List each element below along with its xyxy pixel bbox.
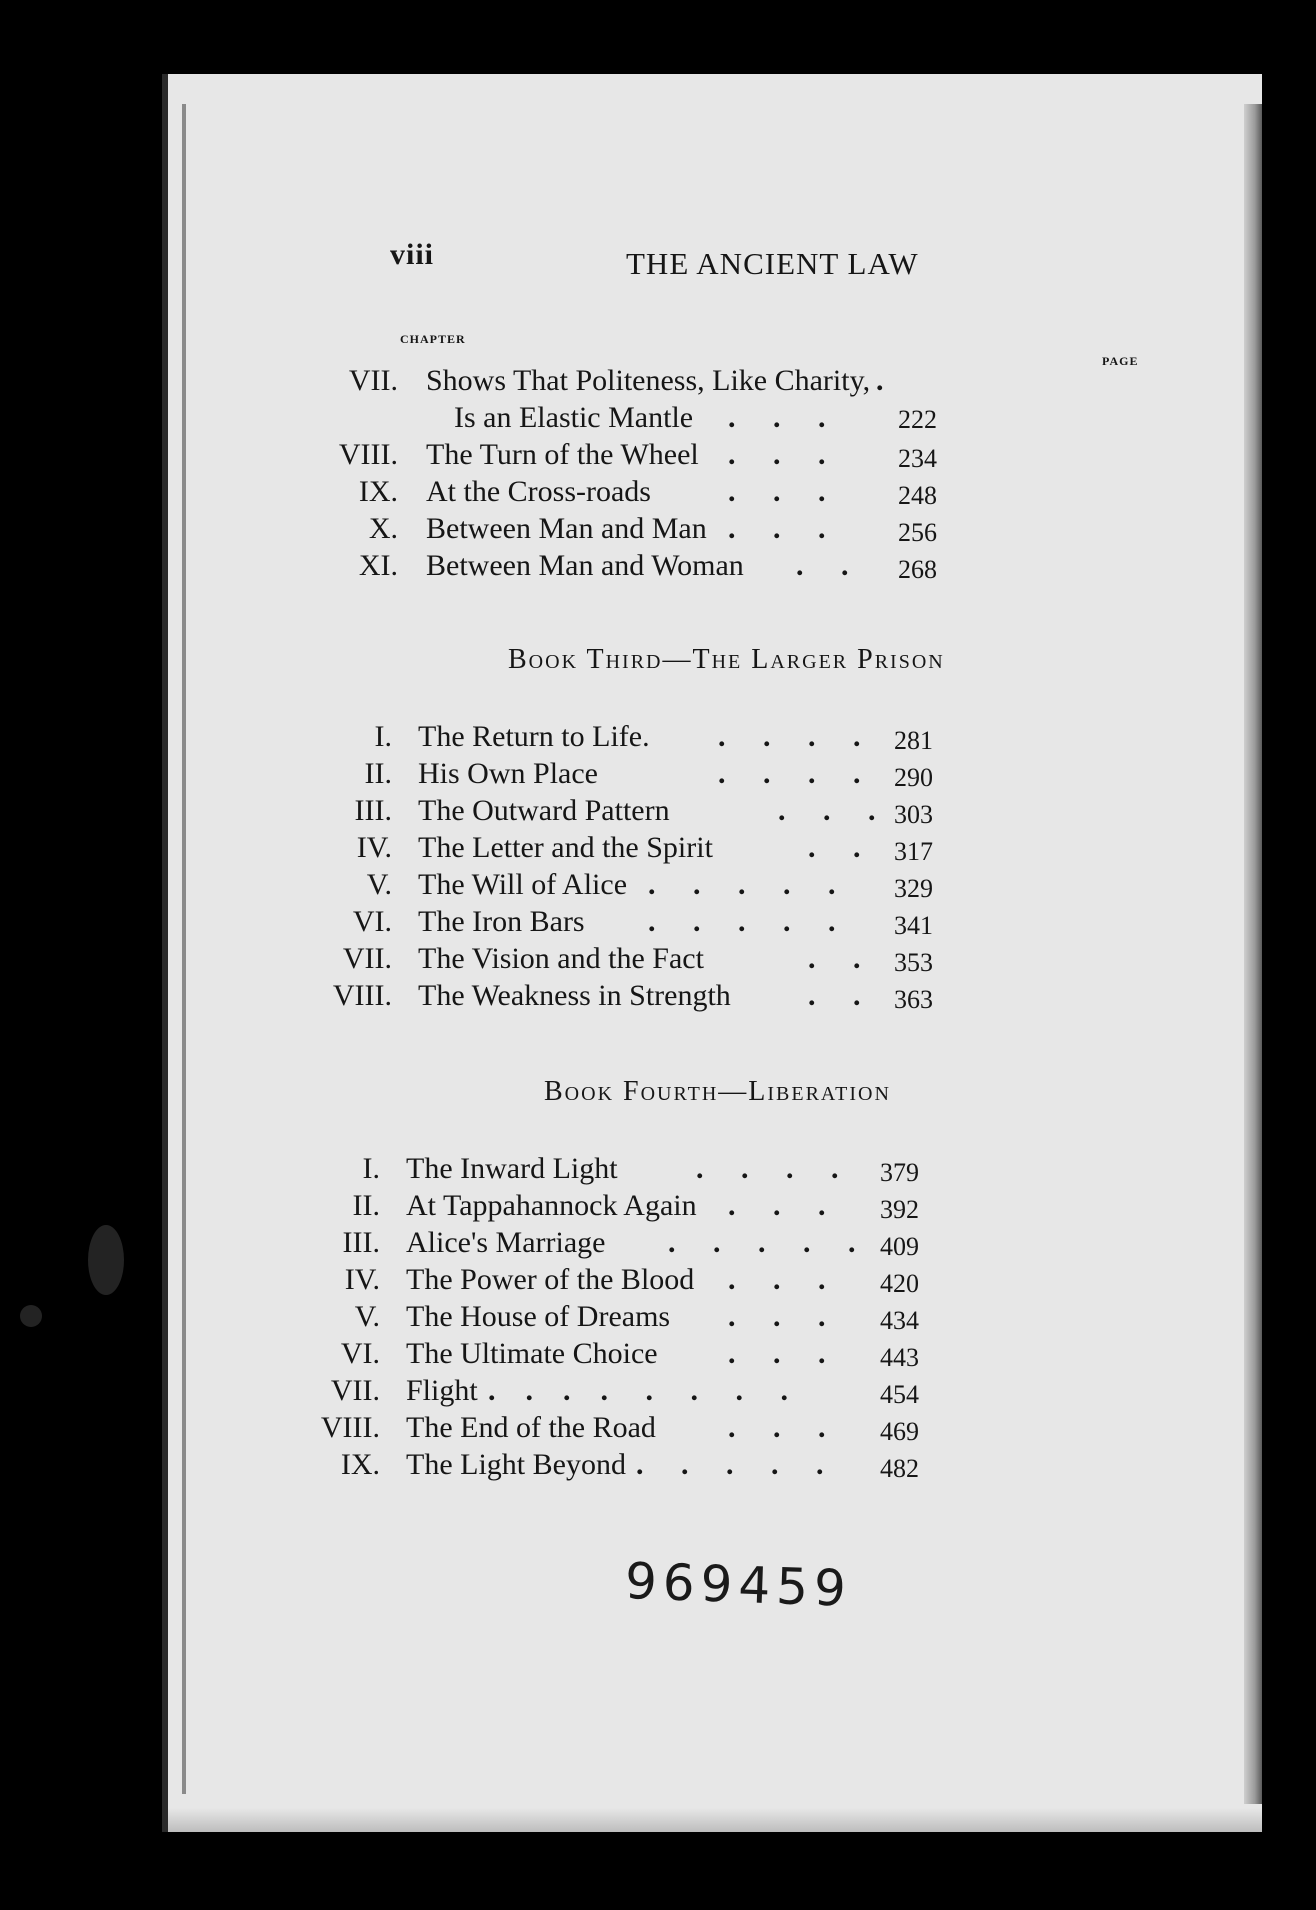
page-header xyxy=(168,238,1262,298)
toc-book-third xyxy=(168,720,1262,1016)
chapter-title: Alice's Marriage xyxy=(406,1226,606,1259)
chapter-title: The Turn of the Wheel xyxy=(426,438,699,471)
toc-entry xyxy=(168,438,1262,475)
toc-entry xyxy=(168,1337,1262,1374)
page-number: 317 xyxy=(894,837,933,866)
chapter-title: The Return to Life. xyxy=(418,720,650,753)
chapter-number: VII. xyxy=(330,1374,380,1407)
chapter-title: The Inward Light xyxy=(406,1152,618,1185)
page-number: 268 xyxy=(898,555,937,584)
chapter-number: I. xyxy=(374,720,392,753)
leader-dots: . . . xyxy=(728,1337,826,1370)
toc-entry xyxy=(168,364,1262,401)
leader-dots: . . . xyxy=(728,1300,826,1333)
toc-book-second xyxy=(168,364,1262,586)
chapter-title: The Outward Pattern xyxy=(418,794,670,827)
leader-dots: . . . . . xyxy=(648,868,836,901)
page-number: 379 xyxy=(880,1158,919,1187)
leader-dots: . . xyxy=(808,831,861,864)
chapter-column-label: CHAPTER xyxy=(400,332,466,346)
chapter-title: The Letter and the Spirit xyxy=(418,831,713,864)
toc-entry xyxy=(168,1374,1262,1411)
chapter-number: VII. xyxy=(342,942,392,975)
page-number: 329 xyxy=(894,874,933,903)
toc-entry xyxy=(168,512,1262,549)
chapter-number: III. xyxy=(342,1226,380,1259)
chapter-title: The Ultimate Choice xyxy=(406,1337,658,1370)
chapter-title: At Tappahannock Again xyxy=(406,1189,697,1222)
leader-dots: . . xyxy=(796,549,849,582)
chapter-number: XI. xyxy=(358,549,398,582)
leader-dots: . . . xyxy=(728,512,826,545)
chapter-number: VIII. xyxy=(320,1411,380,1444)
page-number: 409 xyxy=(880,1232,919,1261)
toc-entry xyxy=(168,1411,1262,1448)
toc-entry xyxy=(168,1448,1262,1485)
folio-number: viii xyxy=(390,238,435,271)
chapter-title: Between Man and Woman xyxy=(426,549,744,582)
leader-dots: . . . xyxy=(728,401,826,434)
leader-dots: . . . xyxy=(728,438,826,471)
chapter-title: At the Cross-roads xyxy=(426,475,651,508)
leader-dots: . . xyxy=(808,942,861,975)
toc-entry-continued xyxy=(168,401,1262,438)
page-number: 303 xyxy=(894,800,933,829)
chapter-title: Flight xyxy=(406,1374,478,1407)
leader-dots: . . . . . xyxy=(636,1448,824,1481)
chapter-title: The House of Dreams xyxy=(406,1300,671,1333)
page-column-label: PAGE xyxy=(1102,354,1139,368)
section-heading-book-fourth: Book Fourth—Liberation xyxy=(544,1076,891,1107)
toc-entry xyxy=(168,868,1262,905)
toc-book-fourth xyxy=(168,1152,1262,1485)
leader-dots: . . . xyxy=(728,1189,826,1222)
chapter-number: VI. xyxy=(352,905,392,938)
chapter-number: I. xyxy=(362,1152,380,1185)
page-number: 482 xyxy=(880,1454,919,1483)
chapter-title: The Iron Bars xyxy=(418,905,585,938)
chapter-title: The Will of Alice xyxy=(418,868,628,901)
page-number: 248 xyxy=(898,481,937,510)
leader-dots: . . . . xyxy=(718,757,861,790)
chapter-number: II. xyxy=(352,1189,380,1222)
margin-smudge xyxy=(88,1225,124,1295)
chapter-number: II. xyxy=(364,757,392,790)
page-number: 454 xyxy=(880,1380,919,1409)
page-bottom-edge xyxy=(168,1808,1262,1832)
chapter-title: His Own Place xyxy=(418,757,598,790)
page-number: 469 xyxy=(880,1417,919,1446)
leader-dots: . . . . xyxy=(718,720,861,753)
page-number: 434 xyxy=(880,1306,919,1335)
chapter-title: The Vision and the Fact xyxy=(418,942,704,975)
page-number: 443 xyxy=(880,1343,919,1372)
leader-dots: . . xyxy=(808,979,861,1012)
margin-smudge xyxy=(20,1305,42,1327)
chapter-title: The Weakness in Strength xyxy=(418,979,731,1012)
section-heading-book-third: Book Third—The Larger Prison xyxy=(508,644,945,675)
leader-dots: . . . . . xyxy=(648,905,836,938)
chapter-number: X. xyxy=(368,512,398,545)
leader-dots: . . . xyxy=(728,1411,826,1444)
toc-entry xyxy=(168,1263,1262,1300)
chapter-title: Shows That Politeness, Like Charity, xyxy=(426,364,871,397)
toc-entry xyxy=(168,1226,1262,1263)
chapter-title: Between Man and Man xyxy=(426,512,707,545)
toc-entry xyxy=(168,905,1262,942)
toc-entry xyxy=(168,831,1262,868)
toc-entry xyxy=(168,942,1262,979)
chapter-number: VI. xyxy=(340,1337,380,1370)
chapter-number: III. xyxy=(354,794,392,827)
chapter-number: IV. xyxy=(344,1263,380,1296)
chapter-title-line2: Is an Elastic Mantle xyxy=(454,401,694,434)
chapter-number: VIII. xyxy=(332,979,392,1012)
running-title: THE ANCIENT LAW xyxy=(626,246,919,281)
leader-dots: . . . xyxy=(728,475,826,508)
toc-entry xyxy=(168,794,1262,831)
page-number: 281 xyxy=(894,726,933,755)
leader-dots: . . . . . . . . xyxy=(488,1374,788,1407)
leader-dots: . . . xyxy=(728,1263,826,1296)
toc-entry xyxy=(168,475,1262,512)
leader-dots: . xyxy=(876,364,884,397)
page-number: 341 xyxy=(894,911,933,940)
chapter-title: The End of the Road xyxy=(406,1411,656,1444)
toc-entry xyxy=(168,1189,1262,1226)
chapter-number: IX. xyxy=(340,1448,380,1481)
leader-dots: . . . . . xyxy=(668,1226,856,1259)
page-number: 222 xyxy=(898,405,937,434)
page-number: 363 xyxy=(894,985,933,1014)
toc-entry xyxy=(168,1152,1262,1189)
toc-entry xyxy=(168,757,1262,794)
toc-entry xyxy=(168,1300,1262,1337)
page-number: 256 xyxy=(898,518,937,547)
page-number: 353 xyxy=(894,948,933,977)
leader-dots: . . . . xyxy=(696,1152,839,1185)
chapter-number: VIII. xyxy=(338,438,398,471)
toc-entry xyxy=(168,720,1262,757)
chapter-number: VII. xyxy=(348,364,398,397)
toc-entry xyxy=(168,549,1262,586)
page-number: 420 xyxy=(880,1269,919,1298)
toc-entry xyxy=(168,979,1262,1016)
chapter-number: IX. xyxy=(358,475,398,508)
page-number: 234 xyxy=(898,444,937,473)
chapter-title: The Power of the Blood xyxy=(406,1263,695,1296)
chapter-number: IV. xyxy=(356,831,392,864)
chapter-number: V. xyxy=(366,868,392,901)
chapter-title: The Light Beyond xyxy=(406,1448,626,1481)
page-number: 392 xyxy=(880,1195,919,1224)
leader-dots: . . . xyxy=(778,794,876,827)
handwritten-accession-number: 969459 xyxy=(624,1552,853,1618)
chapter-number: V. xyxy=(354,1300,380,1333)
page-number: 290 xyxy=(894,763,933,792)
